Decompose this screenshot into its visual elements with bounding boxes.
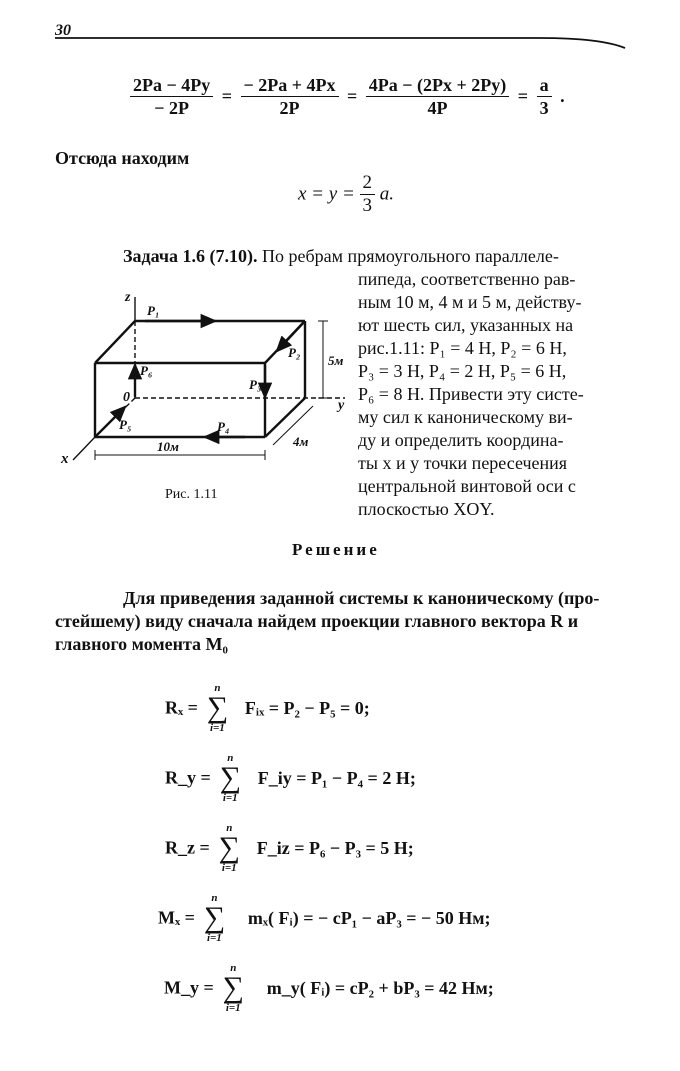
fraction-2 (241, 74, 339, 119)
find-text: Отсюда находим (55, 148, 190, 168)
z-axis-label: z (125, 290, 131, 305)
solution-heading: Решение (292, 540, 380, 559)
sum-mx (158, 892, 491, 944)
sum-lhs: Rₓ = (165, 697, 198, 718)
sigma-glyph: ∑ (203, 901, 226, 934)
force-p6-label: P₆ (140, 363, 153, 378)
x-axis-label: x (61, 451, 69, 467)
fraction-3-denominator: 4P (427, 98, 448, 118)
task-title: Задача 1.6 (7.10). (123, 246, 258, 266)
sigma-symbol (202, 682, 232, 734)
equals-sign: = (517, 86, 529, 106)
origin-label: 0 (123, 390, 130, 405)
sigma-glyph: ∑ (219, 761, 241, 794)
intro-line: главного момента M₀ (55, 634, 228, 654)
sum-lhs: M_y = (164, 977, 214, 998)
task-line: По ребрам прямоугольного параллеле- (262, 246, 559, 266)
length-10m-label: 10м (157, 439, 179, 454)
fraction-1-numerator: 2Pa − 4Py (130, 74, 213, 97)
fraction-3-numerator: 4Pa − (2Px + 2Py) (366, 74, 510, 97)
task-line: рис.1.11: P₁ = 4 Н, P₂ = 6 Н, (358, 338, 567, 358)
force-p4-label: P₄ (217, 419, 230, 434)
equals-sign: = (347, 86, 358, 106)
sum-rhs: F_iz = P₆ − P₃ = 5 Н; (256, 837, 414, 858)
sum-ry (165, 752, 416, 804)
sigma-glyph: ∑ (222, 971, 244, 1004)
sigma-upper: n (214, 682, 221, 694)
sum-rhs: Fᵢₓ = P₂ − P₅ = 0; (244, 697, 370, 718)
fraction-den: 3 (362, 195, 373, 216)
sigma-symbol (215, 752, 245, 804)
equation-2 (298, 172, 394, 217)
sum-rhs: F_iy = P₁ − P₄ = 2 Н; (257, 767, 416, 788)
fraction-4-denominator: 3 (539, 98, 549, 118)
task-line: P₃ = 3 Н, P₄ = 2 Н, P₅ = 6 Н, (358, 361, 567, 381)
task-line: центральной винтовой оси с (358, 476, 576, 496)
task-line: ты x и y точки пересечения (358, 453, 568, 473)
force-p1-label: P₁ (147, 303, 160, 318)
sigma-lower: i=1 (222, 792, 238, 804)
y-axis-label: y (338, 398, 345, 413)
sum-rhs: m_y( Fᵢ) = cP₂ + bP₃ = 42 Нм; (266, 977, 494, 998)
equation-1 (130, 74, 569, 119)
sum-rz (165, 822, 414, 874)
equation-2-rhs: a. (379, 183, 395, 205)
task-line: P₆ = 8 Н. Привести эту систе- (358, 384, 584, 404)
force-p5-label: P₅ (119, 417, 132, 432)
sum-lhs: R_z = (165, 837, 210, 858)
fraction-4 (537, 74, 552, 119)
end-dot: . (560, 86, 565, 106)
sigma-glyph: ∑ (206, 691, 229, 724)
fraction-2-denominator: 2P (279, 98, 300, 118)
equals-sign: = (221, 86, 233, 106)
task-first-line (123, 246, 559, 267)
sigma-upper: n (230, 962, 237, 974)
fraction-2-numerator: − 2Pa + 4Px (241, 74, 339, 97)
sigma-upper: n (226, 822, 233, 834)
force-p3-label: P₃ (249, 377, 262, 392)
sigma-glyph: ∑ (218, 831, 240, 864)
sum-rx (165, 682, 370, 734)
sigma-upper: n (227, 752, 234, 764)
sum-rhs: mₓ( Fᵢ) = − cP₁ − aP₃ = − 50 Нм; (247, 907, 491, 928)
sigma-symbol (218, 962, 248, 1014)
fraction-num: 2 (360, 172, 376, 195)
sigma-symbol (214, 822, 244, 874)
force-p2-label: P₂ (288, 345, 301, 360)
task-line: плоскостью XOY. (358, 499, 495, 519)
intro-line: Для приведения заданной системы к каноническому (про- (123, 588, 600, 608)
header-rule (0, 0, 680, 60)
fraction-two-thirds (360, 172, 376, 217)
fraction-3 (366, 74, 510, 119)
sum-lhs: Mₓ = (158, 907, 195, 928)
page-number: 30 (55, 22, 71, 39)
sigma-lower: i=1 (209, 722, 225, 734)
sum-lhs: R_y = (165, 767, 211, 788)
sum-my (164, 962, 494, 1014)
sigma-upper: n (211, 892, 218, 904)
task-line: ным 10 м, 4 м и 5 м, действу- (358, 292, 582, 312)
parallelepiped-figure (55, 285, 355, 480)
intro-line: стейшему) виду сначала найдем проекции главного вектора R и (55, 611, 579, 631)
fraction-1 (130, 74, 213, 119)
sigma-lower: i=1 (225, 1002, 241, 1014)
sigma-lower: i=1 (206, 932, 222, 944)
fraction-4-numerator: a (537, 74, 552, 97)
task-line: му сил к каноническому ви- (358, 407, 573, 427)
task-line: ют шесть сил, указанных на (358, 315, 574, 335)
length-5m-label: 5м (328, 353, 344, 368)
fraction-1-denominator: − 2P (154, 98, 189, 118)
length-4m-label: 4м (293, 434, 309, 449)
sigma-lower: i=1 (221, 862, 237, 874)
equation-2-lhs: x = y = (298, 183, 355, 205)
sigma-symbol (199, 892, 229, 944)
task-line: ду и определить координа- (358, 430, 564, 450)
task-line: пипеда, соответственно рав- (358, 269, 576, 289)
figure-caption: Рис. 1.11 (165, 487, 218, 502)
